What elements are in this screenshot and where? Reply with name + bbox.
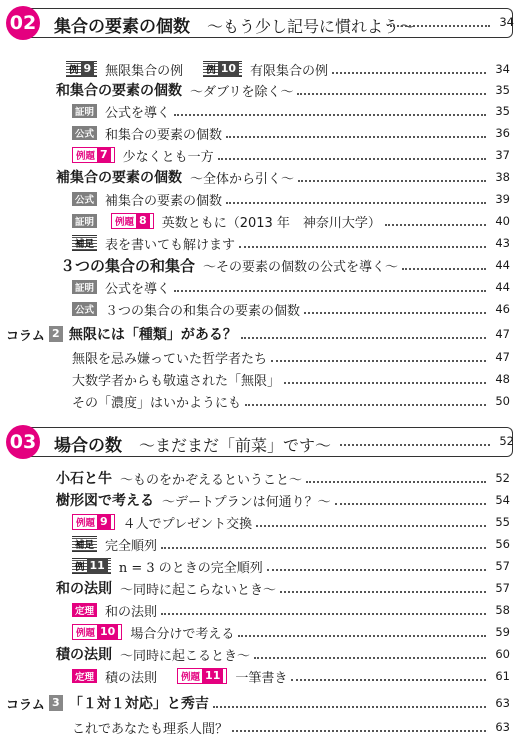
- toc-entry[interactable]: [72, 144, 510, 166]
- toc-entry[interactable]: [72, 210, 510, 232]
- example-tag: 例 10: [203, 61, 242, 77]
- page-number: 63: [495, 720, 510, 734]
- chapter-03-header[interactable]: [6, 425, 514, 455]
- toc-entry-examples[interactable]: [66, 58, 510, 80]
- page-number: 63: [495, 696, 510, 710]
- column-label: コラム: [6, 328, 45, 344]
- page-number: 56: [495, 537, 510, 551]
- entry-text: 場合分けで考える: [130, 626, 235, 642]
- column-label: コラム: [6, 697, 45, 713]
- section-subtitle: 〜全体から引く〜: [190, 171, 295, 187]
- page-number: 57: [495, 581, 510, 595]
- toc-section-three-sets[interactable]: [60, 254, 510, 276]
- chapter-subtitle: 〜まだまだ「前菜」です〜: [139, 436, 332, 455]
- toc-section[interactable]: [56, 643, 510, 665]
- toc-entry[interactable]: [72, 555, 510, 577]
- column-number: 2: [49, 326, 63, 342]
- dot-leader: [280, 591, 486, 593]
- page-number: 57: [495, 559, 510, 573]
- dot-leader: [298, 180, 486, 182]
- entry-text: ４人でプレゼント交換: [122, 516, 253, 532]
- formula-tag: 公式: [72, 302, 97, 316]
- page-number: 46: [495, 302, 510, 316]
- dot-leader: [174, 114, 486, 116]
- toc-column-2[interactable]: [6, 323, 510, 345]
- page-number: 44: [495, 280, 510, 294]
- toc-entry[interactable]: [72, 122, 510, 144]
- toc-column-3[interactable]: [6, 692, 510, 714]
- dot-leader: [238, 635, 486, 637]
- entry-text: 和集合の要素の個数: [105, 127, 223, 143]
- toc-entry[interactable]: [72, 511, 510, 533]
- chapter-page-row: [386, 11, 514, 33]
- page-number: 47: [495, 327, 510, 341]
- section-title: 和集合の要素の個数: [56, 83, 182, 99]
- toc-entry[interactable]: [72, 276, 510, 298]
- page-number: 50: [495, 394, 510, 408]
- dot-leader: [174, 290, 486, 292]
- toc-section-union[interactable]: [56, 79, 510, 101]
- chapter-title: [54, 431, 331, 456]
- page-number: 55: [495, 515, 510, 529]
- dot-leader: [239, 246, 486, 248]
- chapter-page-row: [336, 430, 514, 452]
- chapter-02-header[interactable]: [6, 6, 514, 36]
- page-number: 43: [495, 236, 510, 250]
- section-title: 補集合の要素の個数: [56, 170, 182, 186]
- page-number: 54: [495, 493, 510, 507]
- toc-section[interactable]: [56, 489, 510, 511]
- page-number: 36: [495, 126, 510, 140]
- dot-leader: [245, 404, 486, 406]
- toc-entry[interactable]: [72, 599, 510, 621]
- dot-leader: [340, 444, 490, 446]
- dot-leader: [304, 312, 486, 314]
- entry-text: 公式を導く: [105, 105, 171, 121]
- dot-leader: [267, 569, 486, 571]
- supplement-tag: 補足: [72, 235, 97, 251]
- entry-text: 一筆書き: [235, 670, 288, 686]
- proof-tag: 証明: [72, 104, 97, 118]
- toc-section-complement[interactable]: [56, 166, 510, 188]
- exercise-tag: 例題 7: [72, 147, 115, 163]
- dot-leader: [226, 136, 486, 138]
- dot-leader: [213, 706, 486, 708]
- dot-leader: [332, 72, 486, 74]
- exercise-tag: 例題 11: [177, 668, 227, 684]
- page-number: 38: [495, 170, 510, 184]
- dot-leader: [306, 481, 486, 483]
- toc-entry[interactable]: [72, 100, 510, 122]
- entry-text: 英数ともに（2013 年 神奈川大学）: [161, 215, 381, 231]
- example-tag: 例 9: [66, 61, 97, 77]
- page-number: 47: [495, 350, 510, 364]
- entry-text: 和の法則: [105, 604, 158, 620]
- proof-tag: 証明: [72, 214, 97, 228]
- toc-entry[interactable]: [72, 665, 510, 687]
- example-tag: 例 11: [72, 558, 111, 574]
- entry-text: 無限集合の例: [105, 63, 184, 79]
- column-number: 3: [49, 695, 63, 711]
- section-subtitle: 〜同時に起こるとき〜: [120, 648, 251, 664]
- section-title: 小石と牛: [56, 471, 112, 487]
- section-subtitle: 〜同時に起こらないとき〜: [120, 582, 277, 598]
- dot-leader: [241, 337, 486, 339]
- entry-text: 無限を忌み嫌っていた哲学者たち: [72, 351, 268, 367]
- page-number: 34: [495, 62, 510, 76]
- chapter-title: [54, 12, 415, 37]
- column-title: 無限には「種類」がある？: [68, 327, 237, 343]
- page-number: 61: [495, 669, 510, 683]
- toc-entry[interactable]: [72, 390, 510, 412]
- dot-leader: [218, 158, 486, 160]
- toc-section[interactable]: [56, 577, 510, 599]
- section-title: 樹形図で考える: [56, 493, 154, 509]
- entry-text: ３つの集合の和集合の要素の個数: [105, 303, 301, 319]
- dot-leader: [335, 503, 486, 505]
- entry-text: 大数学者からも敬遠された「無限」: [72, 373, 281, 389]
- dot-leader: [297, 93, 486, 95]
- dot-leader: [284, 382, 486, 384]
- entry-text: これであなたも理系人間？: [72, 721, 229, 737]
- page-number: 60: [495, 647, 510, 661]
- column-title: 「１対１対応」と秀吉: [68, 696, 209, 712]
- chapter-number-badge: 02: [6, 6, 40, 40]
- dot-leader: [390, 25, 490, 27]
- theorem-tag: 定理: [72, 669, 97, 683]
- page-number: 39: [495, 192, 510, 206]
- entry-text: 完全順列: [105, 538, 158, 554]
- dot-leader: [161, 613, 486, 615]
- entry-text: その「濃度」はいかようにも: [72, 395, 242, 411]
- section-subtitle: 〜その要素の個数の公式を導く〜: [203, 259, 399, 275]
- entry-text: 有限集合の例: [250, 63, 329, 79]
- theorem-tag: 定理: [72, 603, 97, 617]
- entry-text: 表を書いても解けます: [105, 237, 236, 253]
- dot-leader: [291, 679, 486, 681]
- exercise-tag: 例題 8: [111, 213, 154, 229]
- dot-leader: [161, 547, 486, 549]
- toc-entry[interactable]: [72, 716, 510, 738]
- toc-entry[interactable]: [72, 232, 510, 254]
- supplement-tag: 補足: [72, 536, 97, 552]
- section-title: 和の法則: [56, 581, 112, 597]
- entry-text: 少なくとも一方: [122, 149, 214, 165]
- dot-leader: [226, 202, 486, 204]
- page-number: 40: [495, 214, 510, 228]
- entry-text: n = 3 のときの完全順列: [118, 560, 263, 576]
- toc-entry[interactable]: [72, 368, 510, 390]
- toc-entry[interactable]: [72, 188, 510, 210]
- section-title: ３つの集合の和集合: [60, 256, 196, 275]
- chapter-subtitle: 〜もう少し記号に慣れよう〜: [207, 17, 416, 36]
- chapter-title-text: 集合の要素の個数: [54, 17, 190, 37]
- section-subtitle: 〜ものをかぞえるということ〜: [120, 472, 303, 488]
- section-subtitle: 〜デートプランは何通り？〜: [162, 494, 331, 510]
- page-number: 52: [499, 434, 514, 448]
- entry-text: 公式を導く: [105, 281, 171, 297]
- toc-entry[interactable]: [72, 298, 510, 320]
- page-number: 52: [495, 471, 510, 485]
- dot-leader: [385, 224, 486, 226]
- chapter-number-badge: 03: [6, 425, 40, 459]
- page-number: 44: [495, 258, 510, 272]
- entry-text: 積の法則: [105, 670, 158, 686]
- page-number: 58: [495, 603, 510, 617]
- toc-entry[interactable]: [72, 346, 510, 368]
- page-number: 34: [499, 15, 514, 29]
- section-subtitle: 〜ダブリを除く〜: [190, 84, 294, 100]
- page-number: 35: [495, 83, 510, 97]
- dot-leader: [402, 268, 486, 270]
- exercise-tag: 例題 10: [72, 624, 122, 640]
- formula-tag: 公式: [72, 192, 97, 206]
- dot-leader: [271, 360, 486, 362]
- toc-entry[interactable]: [72, 533, 510, 555]
- dot-leader: [232, 730, 486, 732]
- page-number: 59: [495, 625, 510, 639]
- page-number: 35: [495, 104, 510, 118]
- toc-entry[interactable]: [72, 621, 510, 643]
- chapter-title-text: 場合の数: [54, 436, 122, 456]
- page-number: 37: [495, 148, 510, 162]
- page-number: 48: [495, 372, 510, 386]
- section-title: 積の法則: [56, 647, 112, 663]
- toc-section[interactable]: [56, 467, 510, 489]
- proof-tag: 証明: [72, 280, 97, 294]
- dot-leader: [256, 525, 486, 527]
- formula-tag: 公式: [72, 126, 97, 140]
- exercise-tag: 例題 9: [72, 514, 115, 530]
- dot-leader: [254, 657, 486, 659]
- entry-text: 補集合の要素の個数: [105, 193, 223, 209]
